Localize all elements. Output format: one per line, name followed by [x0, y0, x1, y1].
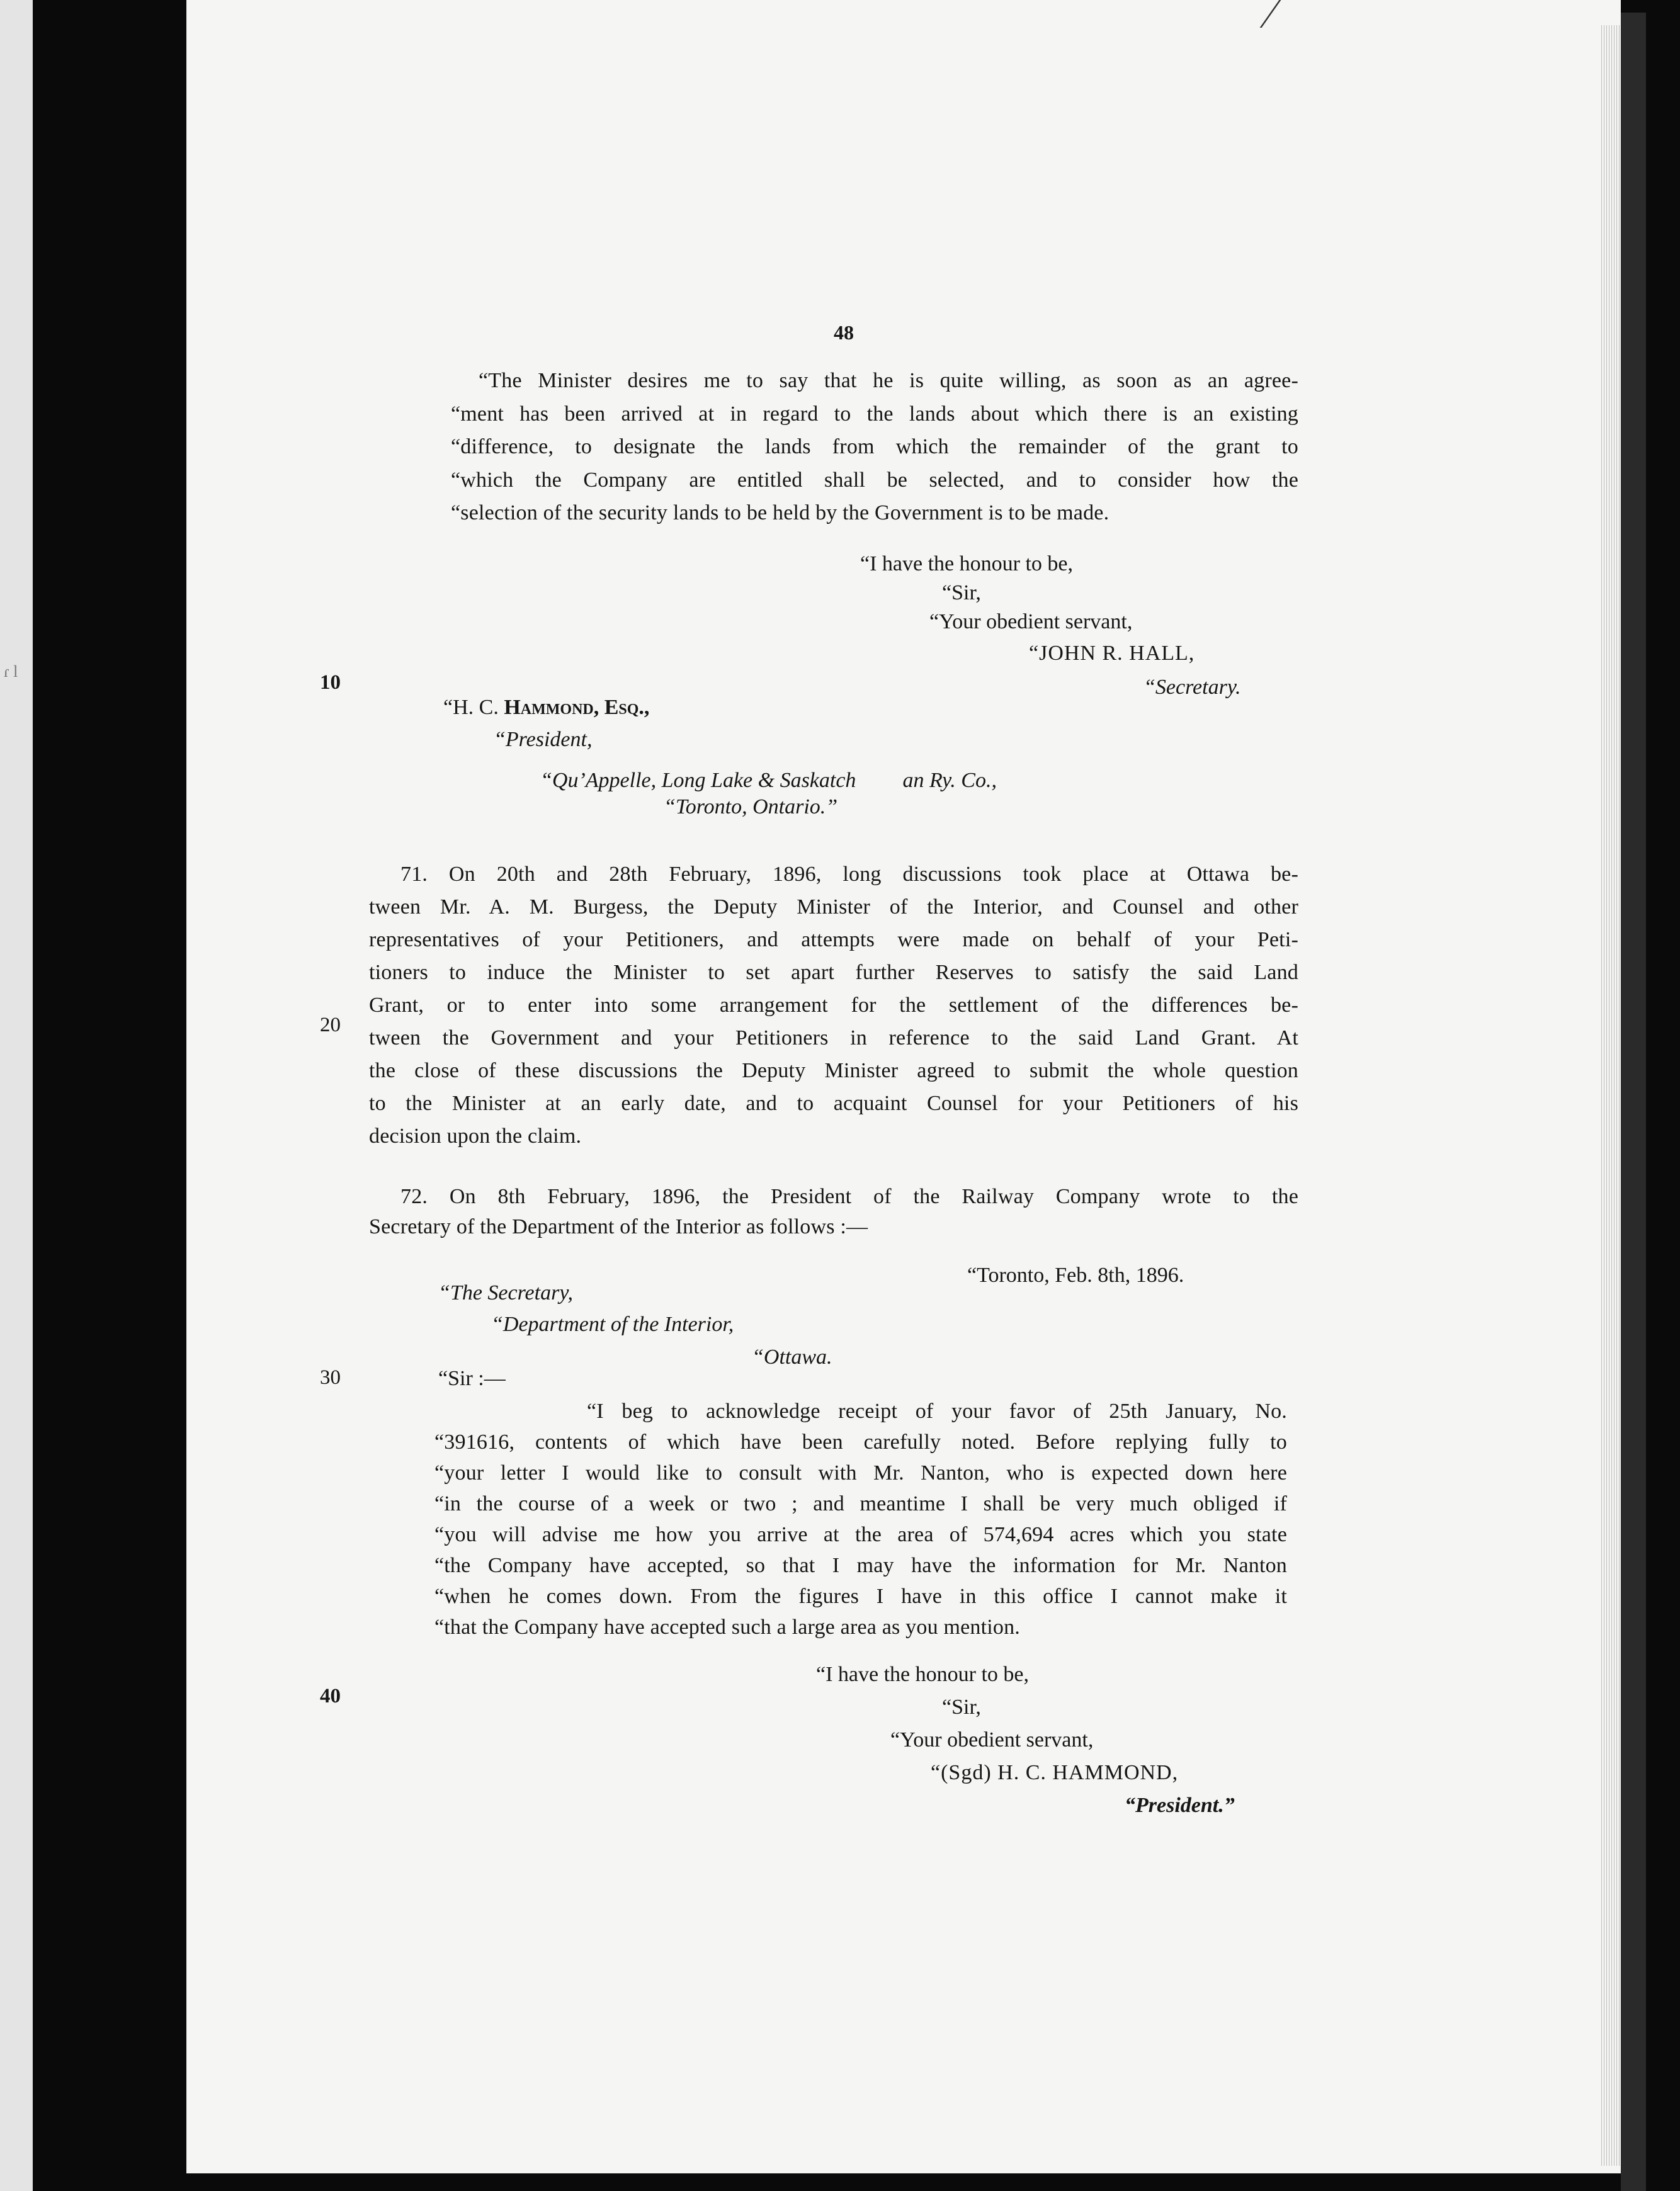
document-page — [186, 0, 1621, 2173]
para71-line: tween the Government and your Petitioners in reference to the said Land Grant. At — [369, 1026, 1298, 1050]
para71-line: the close of these discussions the Deputy Minister agreed to submit the whole question — [369, 1059, 1298, 1082]
letter2-line: “when he comes down. From the figures I have in this office I cannot make it — [434, 1585, 1287, 1608]
letter2-closing-honour: “I have the honour to be, — [816, 1663, 1029, 1686]
company-name-start: “Qu’Appelle, Long Lake & Saskatch — [540, 769, 856, 792]
letter1-addressee-company — [540, 768, 997, 793]
page-edge-stack — [1599, 25, 1621, 2166]
letter1-closing-honour: “I have the honour to be, — [860, 552, 1073, 575]
letter2-line: “391616, contents of which have been carefully noted. Before replying fully to — [434, 1430, 1287, 1454]
letter1-line: “which the Company are entitled shall be selected, and to consider how the — [451, 468, 1298, 492]
letter2-signatory-title: “President.” — [1125, 1794, 1235, 1817]
letter1-signatory: “JOHN R. HALL, — [1029, 642, 1195, 665]
letter2-addressee-city: “Ottawa. — [752, 1345, 832, 1369]
para72-line: 72. On 8th February, 1896, the President of the Railway Company wrote to the — [400, 1185, 1298, 1208]
letter2-addressee-title: “The Secretary, — [438, 1281, 574, 1305]
letter2-salutation: “Sir :— — [438, 1367, 506, 1390]
margin-line-number: 10 — [320, 671, 341, 694]
para71-line: tioners to induce the Minister to set apart further Reserves to satisfy the said Land — [369, 961, 1298, 984]
letter1-line: “The Minister desires me to say that he is quite willing, as soon as an agree- — [479, 369, 1298, 392]
letter2-dateline: “Toronto, Feb. 8th, 1896. — [967, 1264, 1184, 1287]
company-name-end: an Ry. Co., — [902, 769, 997, 792]
letter2-closing-servant: “Your obedient servant, — [890, 1728, 1094, 1752]
margin-line-number: 30 — [320, 1366, 341, 1389]
letter2-line: “in the course of a week or two ; and meantime I shall be very much obliged if — [434, 1492, 1287, 1515]
para71-line: tween Mr. A. M. Burgess, the Deputy Minister of the Interior, and Counsel and other — [369, 895, 1298, 919]
para71-line: to the Minister at an early date, and to acquaint Counsel for your Petitioners of his — [369, 1092, 1298, 1115]
para71-line: Grant, or to enter into some arrangement for the settlement of the differences be- — [369, 994, 1298, 1017]
para71-line: representatives of your Petitioners, and attempts were made on behalf of your Peti- — [369, 928, 1298, 951]
margin-line-number: 40 — [320, 1685, 341, 1707]
para71-line: decision upon the claim. — [369, 1124, 582, 1148]
letter1-addressee-name — [443, 695, 649, 720]
adjacent-page-mark: ɾ l — [4, 662, 18, 681]
adjacent-page-edge — [0, 0, 33, 2191]
letter2-line: “the Company have accepted, so that I may have the information for Mr. Nanton — [434, 1554, 1287, 1577]
para72-line: Secretary of the Department of the Interior as follows :— — [369, 1215, 868, 1238]
letter1-addressee-city: “Toronto, Ontario.” — [664, 795, 838, 818]
letter2-signatory: “(Sgd) H. C. HAMMOND, — [931, 1761, 1179, 1784]
addressee-name-prefix: “H. C. — [443, 696, 504, 719]
addressee-name-smallcaps: Hammond, Esq., — [504, 696, 650, 719]
letter2-line: “I beg to acknowledge receipt of your favor of 25th January, No. — [587, 1400, 1287, 1423]
letter1-addressee-title: “President, — [494, 728, 593, 751]
letter2-line: “you will advise me how you arrive at the area of 574,694 acres which you state — [434, 1523, 1287, 1546]
letter2-closing-sir: “Sir, — [942, 1696, 981, 1719]
letter2-line: “that the Company have accepted such a large area as you mention. — [434, 1616, 1021, 1639]
letter1-signatory-title: “Secretary. — [1144, 676, 1241, 699]
binding-shadow — [1621, 13, 1646, 2191]
margin-line-number: 20 — [320, 1014, 341, 1036]
page-number: 48 — [834, 321, 854, 344]
para71-line: 71. On 20th and 28th February, 1896, long discussions took place at Ottawa be- — [400, 863, 1298, 886]
letter1-line: “difference, to designate the lands from which the remainder of the grant to — [451, 435, 1298, 458]
letter2-line: “your letter I would like to consult with Mr. Nanton, who is expected down here — [434, 1461, 1287, 1485]
letter1-line: “selection of the security lands to be held by the Government is to be made. — [451, 501, 1110, 524]
letter1-line: “ment has been arrived at in regard to the lands about which there is an existing — [451, 402, 1298, 426]
letter2-addressee-dept: “Department of the Interior, — [491, 1313, 734, 1336]
letter1-closing-sir: “Sir, — [942, 581, 981, 604]
letter1-closing-servant: “Your obedient servant, — [929, 610, 1133, 633]
